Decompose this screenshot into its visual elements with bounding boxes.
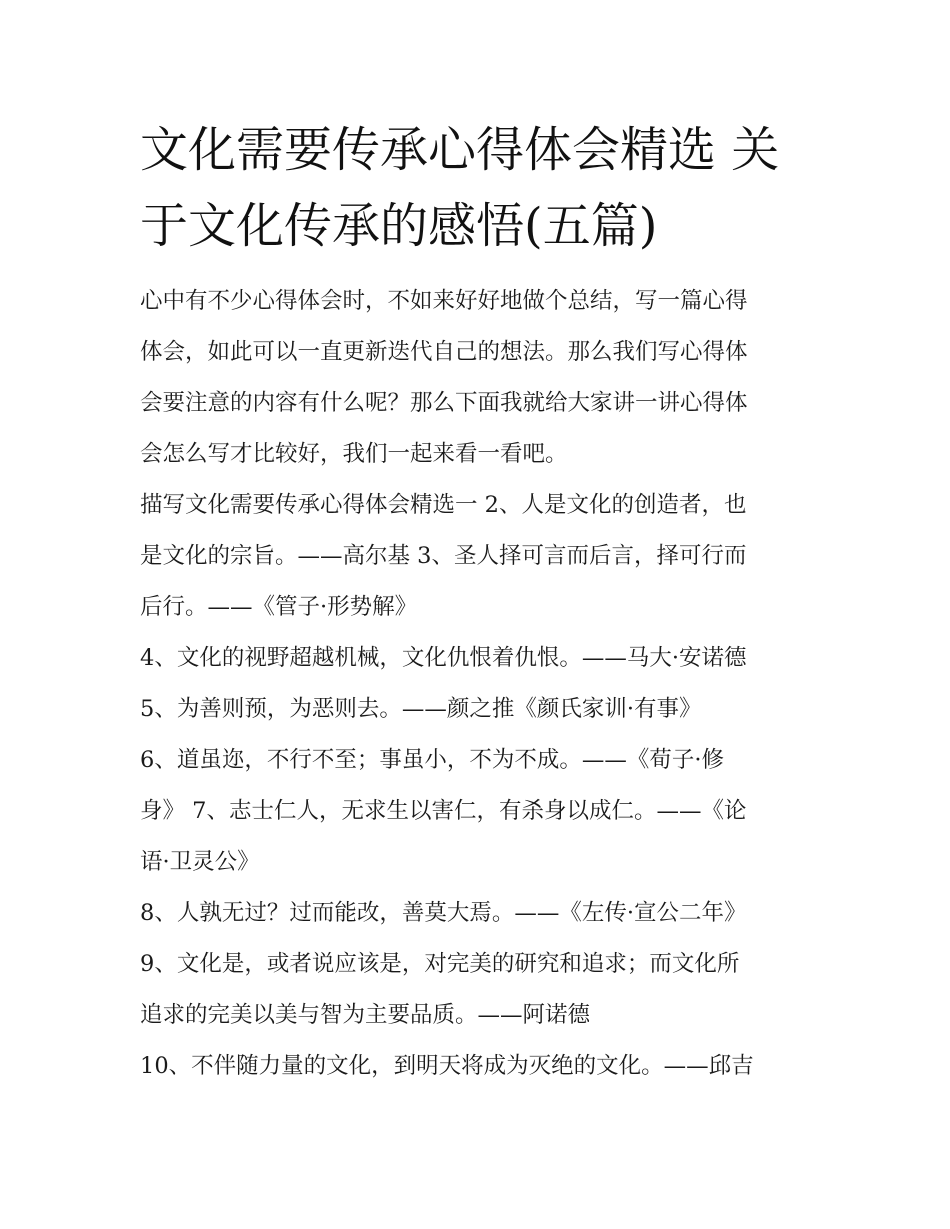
- text-line-14: 9、文化是，或者说应该是，对完美的研究和追求；而文化所: [140, 951, 740, 977]
- text-line-6: 是文化的宗旨。——高尔基 3、圣人择可言而后言，择可行而: [140, 543, 747, 569]
- text-line-9: 5、为善则预，为恶则去。——颜之推《颜氏家训·有事》: [140, 696, 702, 722]
- text-line-4: 会怎么写才比较好，我们一起来看一看吧。: [140, 441, 568, 467]
- text-line-5: 描写文化需要传承心得体会精选一 2、人是文化的创造者，也: [140, 492, 747, 518]
- text-line-12: 语·卫灵公》: [140, 849, 260, 875]
- document-body: [140, 276, 820, 1092]
- title-line-2: 于文化传承的感悟(五篇): [140, 198, 658, 254]
- text-line-7: 后行。——《管子·形势解》: [140, 594, 418, 620]
- text-line-10: 6、道虽迩，不行不至；事虽小，不为不成。——《荀子·修: [140, 747, 724, 773]
- text-line-13: 8、人孰无过？过而能改，善莫大焉。——《左传·宣公二年》: [140, 900, 747, 926]
- title-line-1: 文化需要传承心得体会精选 关: [140, 122, 780, 178]
- text-line-1: 心中有不少心得体会时，不如来好好地做个总结，写一篇心得: [140, 288, 748, 314]
- text-line-3: 会要注意的内容有什么呢？那么下面我就给大家讲一讲心得体: [140, 390, 748, 416]
- text-line-2: 体会，如此可以一直更新迭代自己的想法。那么我们写心得体: [140, 339, 748, 365]
- text-line-11: 身》 7、志士仁人，无求生以害仁，有杀身以成仁。——《论: [140, 798, 747, 824]
- text-line-15: 追求的完美以美与智为主要品质。——阿诺德: [140, 1002, 591, 1028]
- text-line-16: 10、不伴随力量的文化，到明天将成为灭绝的文化。——邱吉: [140, 1053, 754, 1079]
- text-line-8: 4、文化的视野超越机械，文化仇恨着仇恨。——马大·安诺德: [140, 645, 747, 671]
- document-title: [140, 112, 820, 264]
